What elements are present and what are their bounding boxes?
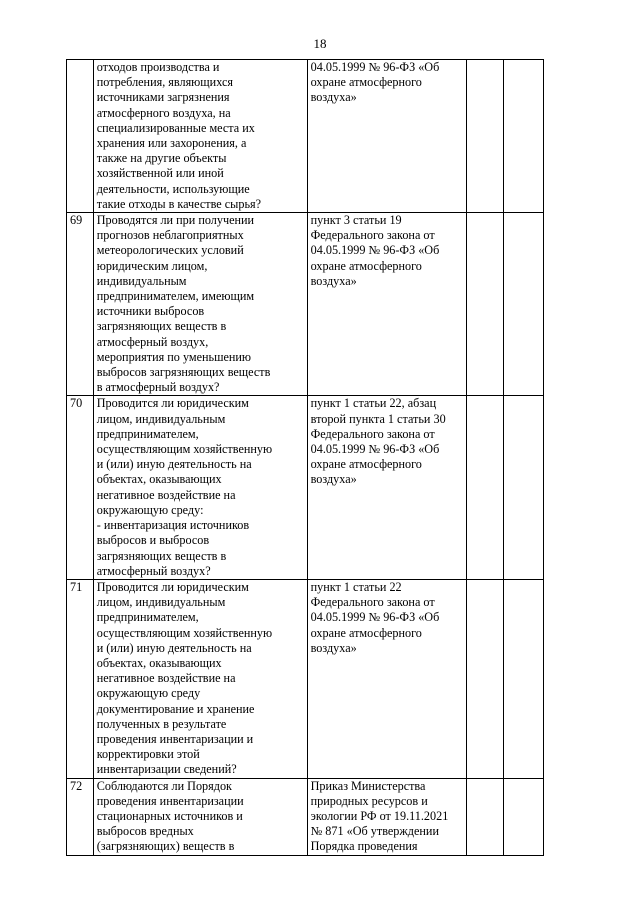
reference-line: природных ресурсов и [310, 793, 428, 808]
reference-line: 04.05.1999 № 96-ФЗ «Об [310, 442, 440, 457]
question-line: лицом, индивидуальным [96, 411, 226, 426]
reference-line: пункт 1 статьи 22 [310, 579, 402, 594]
note-cell [504, 396, 544, 579]
answer-cell [466, 213, 503, 396]
question-line: загрязняющих веществ в [96, 319, 227, 334]
question-line: атмосферный воздух? [96, 563, 211, 578]
row-number-cell: 70 [67, 396, 94, 579]
question-line: (загрязняющих) веществ в [96, 839, 235, 854]
question-line: окружающую среду [96, 686, 201, 701]
question-cell [93, 60, 307, 213]
question-line: Проводятся ли при получении [96, 213, 255, 228]
question-line: полученных в результате [96, 716, 227, 731]
reference-line: воздуха» [310, 472, 357, 487]
question-line: негативное воздействие на [96, 671, 236, 686]
reference-line: воздуха» [310, 640, 357, 655]
question-line: окружающую среду: [96, 502, 204, 517]
question-line: мероприятия по уменьшению [96, 349, 252, 364]
reference-line: Порядка проведения [310, 839, 418, 854]
table-row [67, 579, 544, 778]
reference-line: воздуха» [310, 273, 357, 288]
table-row [67, 213, 544, 396]
reference-line: № 871 «Об утверждении [310, 824, 439, 839]
row-number-cell: 69 [67, 213, 94, 396]
table-row [67, 396, 544, 579]
question-line: метеорологических условий [96, 243, 244, 258]
question-line: выбросов вредных [96, 824, 194, 839]
reference-line: охране атмосферного [310, 625, 422, 640]
question-line: выбросов и выбросов [96, 533, 210, 548]
table-row [67, 60, 544, 213]
row-number-cell [67, 60, 94, 213]
answer-cell [466, 396, 503, 579]
reference-line: Федерального закона от [310, 595, 435, 610]
question-line: атмосферный воздух, [96, 334, 209, 349]
question-line: и (или) иную деятельность на [96, 457, 252, 472]
question-line: предпринимателем, [96, 610, 199, 625]
row-number-cell: 71 [67, 579, 94, 778]
question-line: атмосферного воздуха, на [96, 105, 231, 120]
reference-line: охране атмосферного [310, 258, 422, 273]
question-line: лицом, индивидуальным [96, 595, 226, 610]
question-line: Проводится ли юридическим [96, 579, 249, 594]
reference-line: 04.05.1999 № 96-ФЗ «Об [310, 60, 440, 74]
question-cell [93, 778, 307, 855]
question-line: объектах, оказывающих [96, 655, 222, 670]
question-line: - инвентаризация источников [96, 518, 250, 533]
reference-cell [307, 60, 466, 213]
question-line: отходов производства и [96, 60, 220, 74]
answer-cell [466, 778, 503, 855]
reference-line: Приказ Министерства [310, 778, 426, 793]
question-line: хозяйственной или иной [96, 166, 224, 181]
question-line: источники выбросов [96, 304, 205, 319]
question-line: осуществляющим хозяйственную [96, 625, 273, 640]
question-line: стационарных источников и [96, 808, 243, 823]
checklist-table-body [67, 60, 544, 856]
question-line: предпринимателем, [96, 426, 199, 441]
question-line: документирование и хранение [96, 701, 255, 716]
row-number-cell: 72 [67, 778, 94, 855]
question-line: объектах, оказывающих [96, 472, 222, 487]
reference-line: экологии РФ от 19.11.2021 [310, 808, 449, 823]
question-line: негативное воздействие на [96, 487, 236, 502]
reference-line: второй пункта 1 статьи 30 [310, 411, 446, 426]
note-cell [504, 579, 544, 778]
question-line: проведения инвентаризации и [96, 731, 254, 746]
reference-line: Федерального закона от [310, 426, 435, 441]
note-cell [504, 778, 544, 855]
reference-line: 04.05.1999 № 96-ФЗ «Об [310, 243, 440, 258]
question-line: предпринимателем, имеющим [96, 289, 255, 304]
question-line: специализированные места их [96, 120, 255, 135]
question-line: такие отходы в качестве сырья? [96, 196, 262, 211]
question-cell [93, 579, 307, 778]
answer-cell [466, 579, 503, 778]
reference-cell [307, 213, 466, 396]
note-cell [504, 60, 544, 213]
checklist-table [66, 59, 544, 856]
question-cell [93, 396, 307, 579]
question-line: загрязняющих веществ в [96, 548, 227, 563]
reference-line: 04.05.1999 № 96-ФЗ «Об [310, 610, 440, 625]
question-cell [93, 213, 307, 396]
answer-cell [466, 60, 503, 213]
question-line: выбросов загрязняющих веществ [96, 365, 271, 380]
table-row [67, 778, 544, 855]
question-line: хранения или захоронения, а [96, 136, 247, 151]
reference-line: Федерального закона от [310, 228, 435, 243]
question-line: инвентаризации сведений? [96, 762, 237, 777]
question-line: потребления, являющихся [96, 75, 233, 90]
question-line: источниками загрязнения [96, 90, 230, 105]
reference-cell [307, 396, 466, 579]
page-number: 18 [313, 36, 327, 51]
reference-line: пункт 1 статьи 22, абзац [310, 396, 437, 411]
reference-line: пункт 3 статьи 19 [310, 213, 402, 228]
question-line: и (или) иную деятельность на [96, 640, 252, 655]
question-line: Соблюдаются ли Порядок [96, 778, 232, 793]
note-cell [504, 213, 544, 396]
question-line: корректировки этой [96, 747, 200, 762]
reference-cell [307, 778, 466, 855]
reference-line: охране атмосферного [310, 75, 422, 90]
reference-cell [307, 579, 466, 778]
question-line: также на другие объекты [96, 151, 227, 166]
question-line: в атмосферный воздух? [96, 380, 220, 395]
question-line: деятельности, использующие [96, 181, 250, 196]
reference-line: воздуха» [310, 90, 357, 105]
question-line: проведения инвентаризации [96, 793, 244, 808]
question-line: прогнозов неблагоприятных [96, 228, 244, 243]
question-line: Проводится ли юридическим [96, 396, 249, 411]
question-line: индивидуальным [96, 273, 187, 288]
question-line: осуществляющим хозяйственную [96, 442, 273, 457]
question-line: юридическим лицом, [96, 258, 208, 273]
reference-line: охране атмосферного [310, 457, 422, 472]
